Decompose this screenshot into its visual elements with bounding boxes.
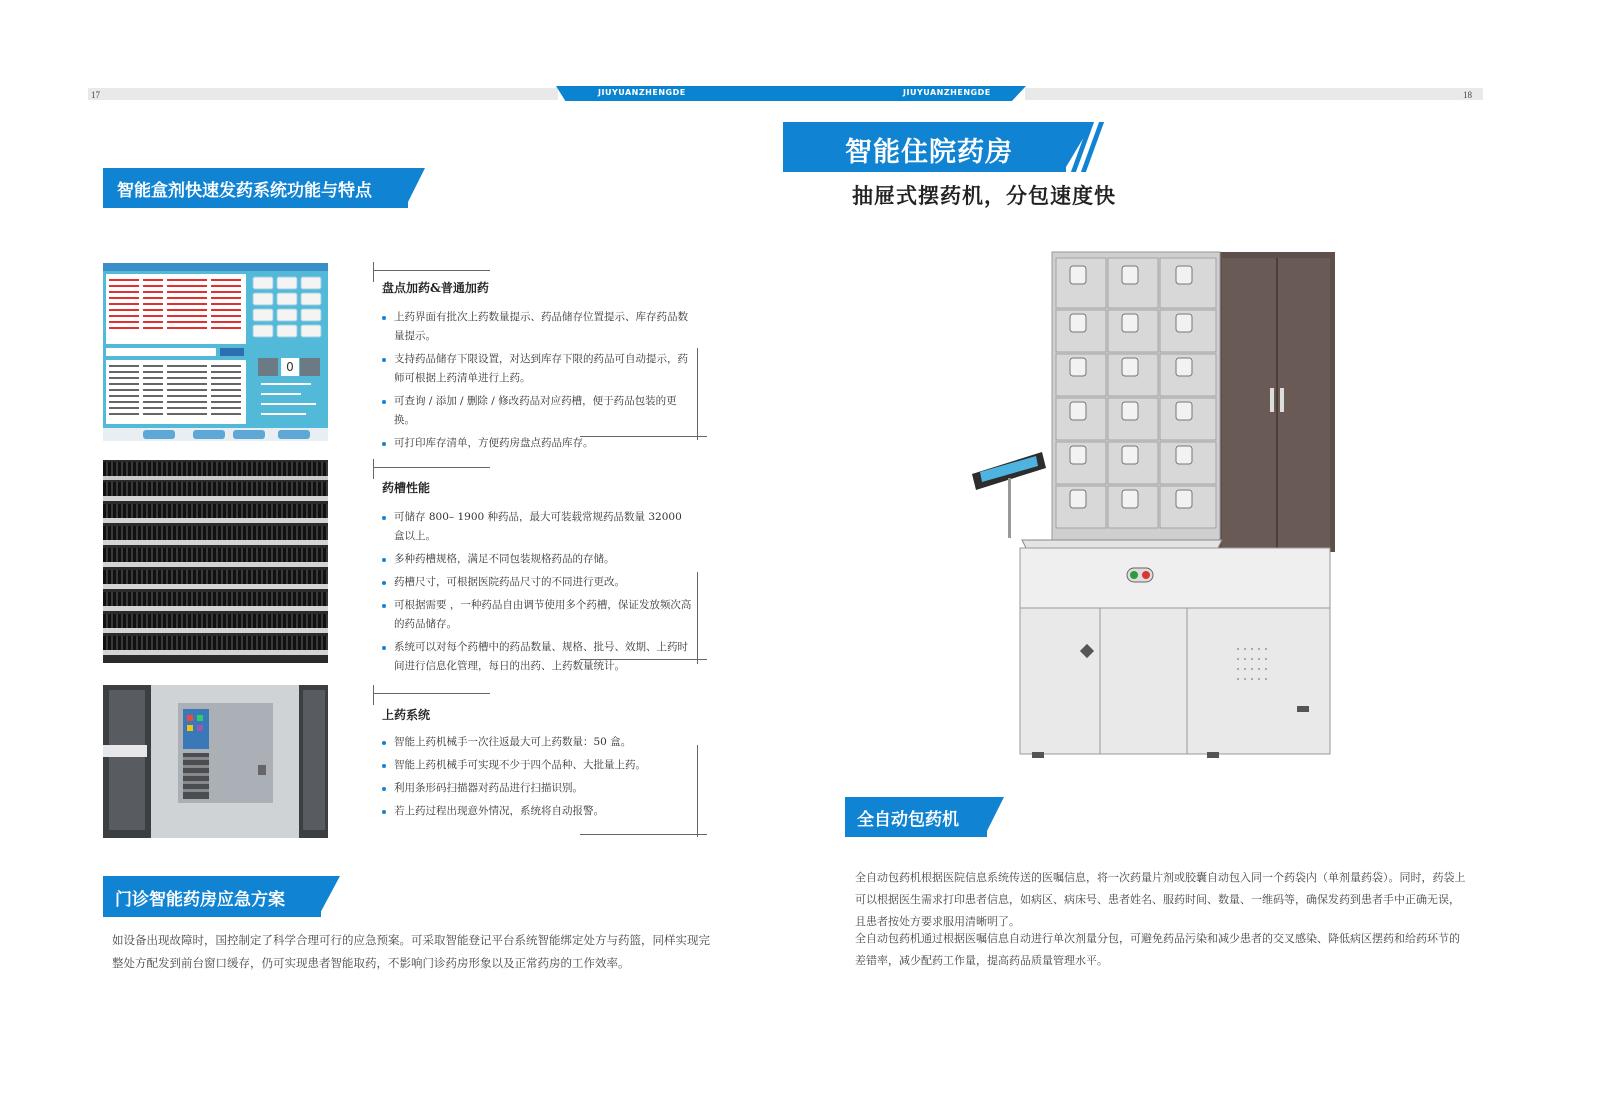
software-screenshot-image — [103, 263, 328, 441]
bullet-icon — [382, 787, 386, 791]
bullet-icon — [382, 316, 386, 320]
loading-system-image — [103, 685, 328, 838]
bullet-icon — [382, 741, 386, 745]
bullet-icon — [382, 358, 386, 362]
list-item: 可查询 / 添加 / 删除 / 修改药品对应药槽，便于药品包装的更换。 — [382, 392, 692, 430]
section-title-packer: 全自动包药机 — [857, 810, 959, 830]
feature-title-loading: 上药系统 — [382, 708, 431, 722]
divider — [580, 436, 707, 437]
loading-system-graphic — [103, 685, 328, 838]
divider — [697, 348, 698, 440]
packer-paragraph-1: 全自动包药机根据医院信息系统传送的医嘱信息，将一次药量片剂或胶囊自动包入同一个药袋内（单剂量药袋）。同时，药袋上可以根据医生需求打印患者信息，如病区、病床号、患者姓名、服药时间、数量、一维码等，确保发药到患者手中正确无误，且患者按处方要求服用清晰明了。 — [855, 871, 1466, 928]
divider — [580, 659, 707, 660]
bullet-icon — [382, 604, 386, 608]
dispensing-machine-graphic — [972, 248, 1337, 758]
section-title-emergency: 门诊智能药房应急方案 — [115, 890, 285, 910]
list-item: 利用条形码扫描器对药品进行扫描识别。 — [382, 779, 692, 798]
header-strip-right — [1025, 88, 1483, 100]
page-number-left: 17 — [91, 90, 100, 100]
bullet-icon — [382, 764, 386, 768]
section-title-features: 智能盒剂快速发药系统功能与特点 — [117, 181, 372, 201]
main-title: 智能住院药房 — [845, 137, 1013, 168]
list-item: 系统可以对每个药槽中的药品数量、规格、批号、效期、上药时间进行信息化管理，每日的出药、上药数量统计。 — [382, 638, 692, 676]
drug-trough-image — [103, 460, 328, 663]
banner-tab — [405, 168, 425, 208]
brand-left: JIUYUANZHENGDE — [598, 88, 686, 97]
feature-title-inventory: 盘点加药&普通加药 — [382, 281, 489, 295]
section-banner-packer — [845, 797, 987, 837]
feature-title-trough: 药槽性能 — [382, 481, 431, 495]
list-item: 可储存 800– 1900 种药品，最大可装载常规药品数量 32000 盒以上。 — [382, 508, 692, 546]
divider — [373, 262, 374, 282]
divider — [373, 685, 374, 705]
divider — [373, 270, 490, 271]
list-item: 智能上药机械手可实现不少于四个品种、大批量上药。 — [382, 756, 692, 775]
emergency-text: 如设备出现故障时，国控制定了科学合理可行的应急预案。可采取智能登记平台系统智能绑定处方与药篮，同样实现完整处方配发到前台窗口缓存，仍可实现患者智能取药，不影响门诊药房形象以及正常药房的工作效率。 — [112, 933, 710, 970]
drug-trough-graphic — [103, 460, 328, 663]
list-item: 药槽尺寸，可根据医院药品尺寸的不同进行更改。 — [382, 573, 692, 592]
main-title-banner — [783, 122, 1066, 172]
list-item: 若上药过程出现意外情况，系统将自动报警。 — [382, 802, 692, 821]
feature-list-trough — [382, 508, 692, 680]
banner-tab — [984, 797, 1004, 837]
bullet-icon — [382, 400, 386, 404]
packer-paragraph-2: 全自动包药机通过根据医嘱信息自动进行单次剂量分包，可避免药品污染和减少患者的交叉感染、降低病区摆药和给药环节的差错率，减少配药工作量，提高药品质量管理水平。 — [855, 932, 1460, 967]
section-banner-features — [103, 168, 408, 208]
list-item: 支持药品储存下限设置，对达到库存下限的药品可自动提示，药师可根据上药清单进行上药。 — [382, 350, 692, 388]
list-item: 多种药槽规格，满足不同包装规格药品的存储。 — [382, 550, 692, 569]
bullet-icon — [382, 646, 386, 650]
dispensing-machine-image — [972, 248, 1337, 758]
divider — [697, 745, 698, 837]
banner-tab — [318, 876, 340, 917]
list-item: 智能上药机械手一次往返最大可上药数量：50 盒。 — [382, 733, 692, 752]
list-item: 可根据需要 ，一种药品自由调节使用多个药槽，保证发放频次高的药品储存。 — [382, 596, 692, 634]
divider — [697, 572, 698, 664]
bullet-icon — [382, 810, 386, 814]
bullet-icon — [382, 442, 386, 446]
bullet-icon — [382, 516, 386, 520]
divider — [373, 459, 374, 479]
subtitle: 抽屉式摆药机，分包速度快 — [852, 183, 1116, 208]
brand-right: JIUYUANZHENGDE — [903, 88, 991, 97]
section-banner-emergency — [103, 876, 321, 917]
page-number-right: 18 — [1463, 90, 1472, 100]
list-item: 可打印库存清单，方便药房盘点药品库存。 — [382, 434, 692, 453]
software-screenshot-graphic — [103, 263, 328, 441]
bullet-icon — [382, 558, 386, 562]
list-item: 上药界面有批次上药数量提示、药品储存位置提示、库存药品数量提示。 — [382, 308, 692, 346]
divider — [373, 693, 490, 694]
bullet-icon — [382, 581, 386, 585]
feature-list-inventory — [382, 308, 692, 457]
divider — [580, 834, 707, 835]
divider — [373, 467, 490, 468]
header-strip-left — [88, 88, 558, 100]
quantity-input[interactable]: 0 — [281, 358, 299, 376]
feature-list-loading — [382, 733, 692, 825]
